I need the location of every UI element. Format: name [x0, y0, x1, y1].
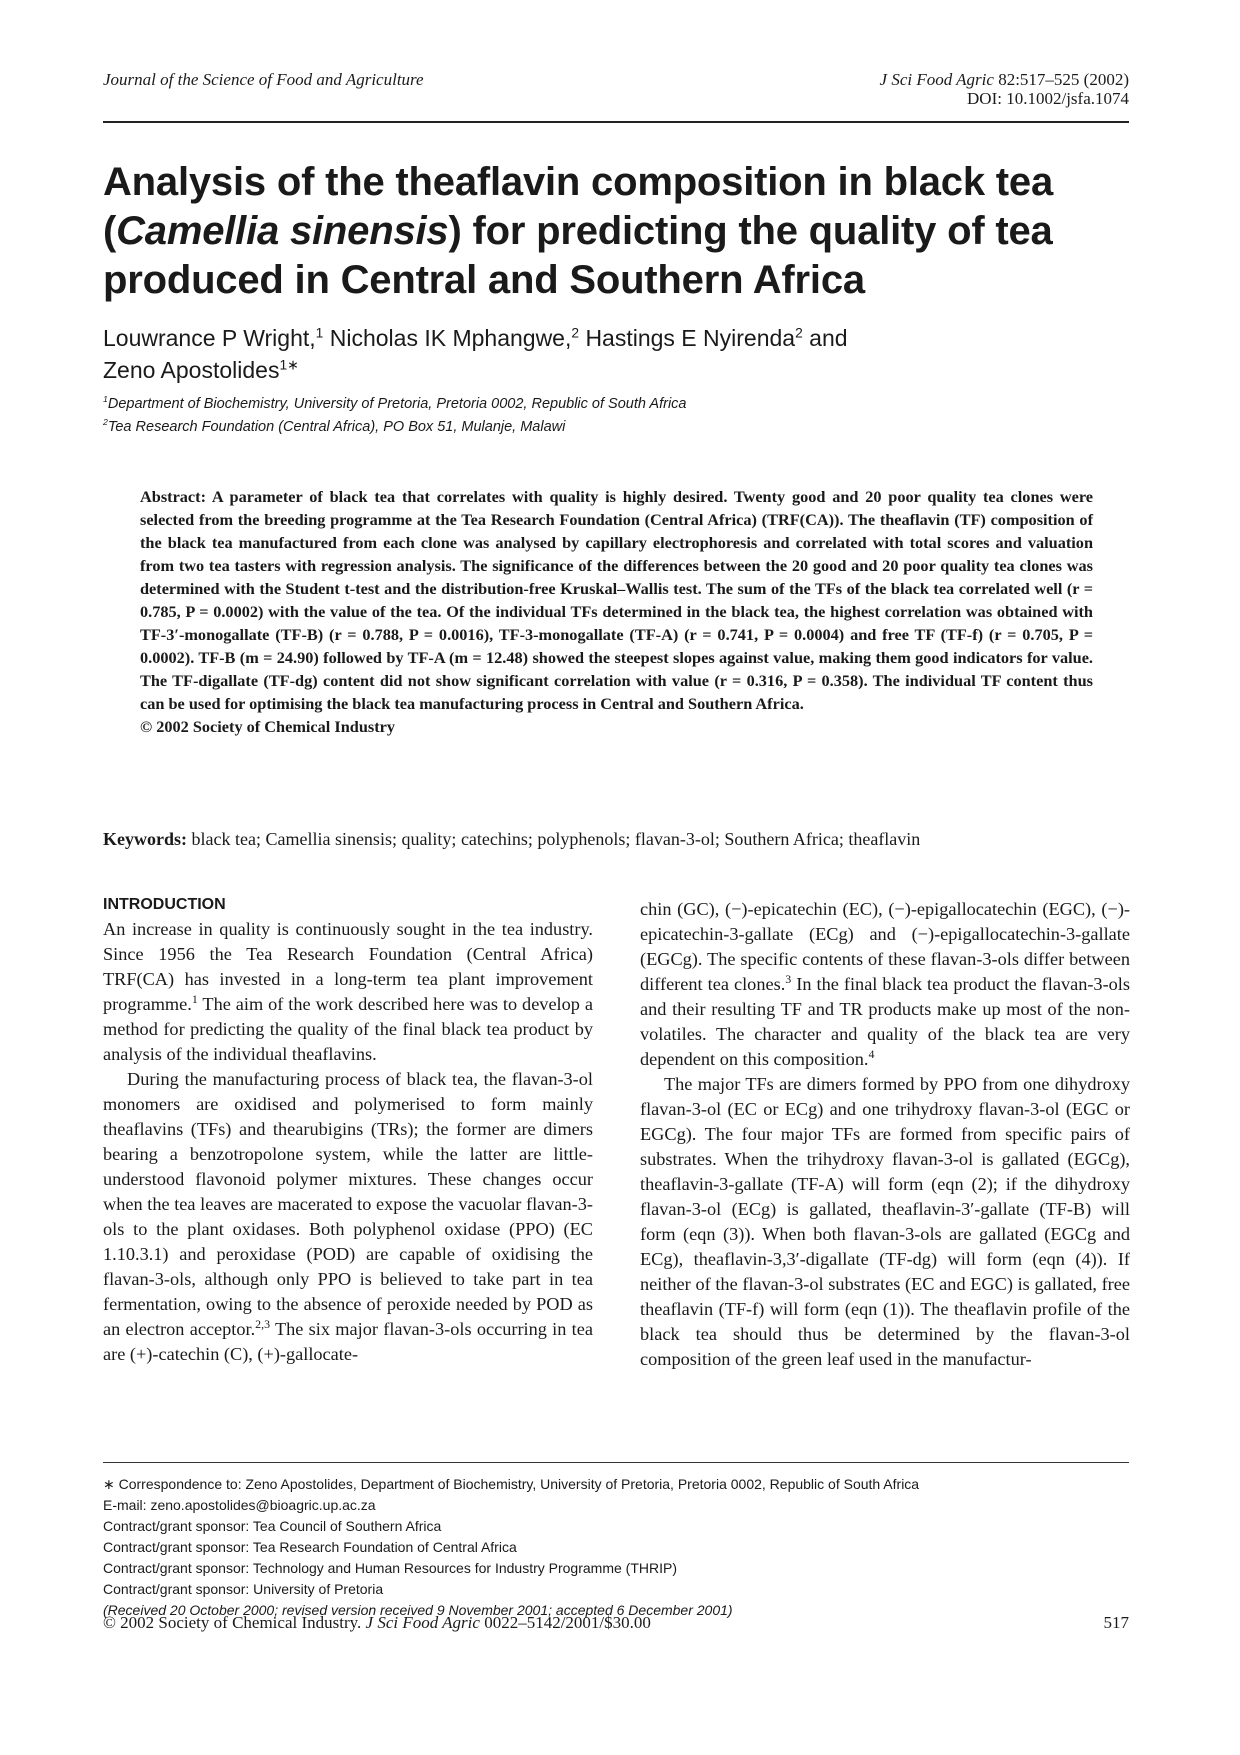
- affiliation-text: Department of Biochemistry, University of Pretoria, Pretoria 0002, Republic of South Africa: [107, 396, 687, 412]
- author: Hastings E Nyirenda: [585, 325, 796, 351]
- author-affil-mark: 1: [315, 325, 324, 341]
- keywords: [103, 829, 1143, 850]
- footer-copyright-text: © 2002 Society of Chemical Industry.: [103, 1613, 362, 1632]
- affiliation-1: [103, 396, 686, 412]
- header-rule: [103, 121, 1129, 123]
- citation-ref[interactable]: 2,3: [255, 1316, 271, 1331]
- author-affil-mark: 1∗: [279, 357, 299, 373]
- grant-sponsor: Contract/grant sponsor: Tea Research Foundation of Central Africa: [103, 1539, 517, 1555]
- footer-copyright: [103, 1613, 651, 1633]
- paragraph: [103, 917, 593, 1067]
- email-link[interactable]: E-mail: zeno.apostolides@bioagric.up.ac.za: [103, 1497, 376, 1513]
- affiliation-2: [103, 419, 565, 435]
- doi[interactable]: DOI: 10.1002/jsfa.1074: [967, 89, 1129, 108]
- correspondence-note: ∗ Correspondence to: Zeno Apostolides, Department of Biochemistry, University of Pretoria, Pretoria 0002, Republic of South Africa: [103, 1476, 920, 1492]
- grant-sponsor: Contract/grant sponsor: Tea Council of Southern Africa: [103, 1518, 442, 1534]
- journal-abbrev: J Sci Food Agric: [879, 70, 994, 89]
- volume-pages: 82:517–525 (2002): [998, 70, 1129, 89]
- paragraph-text: chin (GC), (−)-epicatechin (EC), (−)-epigallocatechin (EGC), (−)-epicatechin-3-gallate (ECg) and (−)-epigallocatechin-3-gallate (EGCg). The specific contents of these flavan-3-ols differ between different tea clones.: [640, 899, 1130, 994]
- running-header-citation: [880, 70, 1129, 108]
- abstract-copyright: © 2002 Society of Chemical Industry: [140, 717, 396, 736]
- author: Zeno Apostolides: [103, 357, 280, 383]
- paragraph: [103, 1067, 593, 1367]
- grant-sponsor: Contract/grant sponsor: University of Pretoria: [103, 1581, 384, 1597]
- author: Louwrance P Wright,: [103, 325, 316, 351]
- running-header-journal: Journal of the Science of Food and Agriculture: [103, 70, 424, 89]
- article-title: [103, 158, 1129, 305]
- section-heading-introduction: INTRODUCTION: [103, 896, 226, 913]
- affiliation-mark: 2: [103, 417, 108, 428]
- page-number: 517: [1103, 1613, 1129, 1632]
- footnotes: [103, 1474, 1129, 1621]
- body-column-left: [103, 895, 593, 1367]
- footnote-rule: [103, 1462, 1129, 1463]
- title-species: Camellia sinensis: [116, 209, 449, 253]
- paragraph-text: In the final black tea product the flavan-3-ols and their resulting TF and TR products make up most of the non-volatiles. The character and quality of the black tea are very dependent on this composition.: [640, 974, 1130, 1069]
- citation-ref[interactable]: 3: [785, 971, 792, 986]
- author-conjunction: and: [809, 325, 848, 351]
- title-part-1: Analysis of the theaflavin composition in black tea (: [103, 160, 1054, 253]
- received-dates: (Received 20 October 2000; revised version received 9 November 2001; accepted 6 December 2001): [103, 1602, 733, 1618]
- keywords-label: Keywords:: [103, 829, 187, 849]
- citation-ref[interactable]: 1: [191, 991, 198, 1006]
- author-affil-mark: 2: [795, 325, 803, 341]
- paragraph-text: The six major flavan-3-ols occurring in tea are (+)-catechin (C), (+)-gallocate-: [103, 1319, 593, 1364]
- grant-sponsor: Contract/grant sponsor: Technology and Human Resources for Industry Programme (THRIP): [103, 1560, 677, 1576]
- paragraph: [640, 897, 1130, 1072]
- keywords-text: black tea; Camellia sinensis; quality; catechins; polyphenols; flavan-3-ol; Southern Africa; theaflavin: [191, 829, 921, 849]
- affiliation-text: Tea Research Foundation (Central Africa), PO Box 51, Mulanje, Malawi: [107, 419, 566, 435]
- author-affil-mark: 2: [571, 325, 580, 341]
- author-list: [103, 322, 1129, 386]
- paragraph-text: During the manufacturing process of black tea, the flavan-3-ol monomers are oxidised and polymerised to form mainly theaflavins (TFs) and thearubigins (TRs); the former are dimers bearing a benzotropolone system, while the latter are little-understood flavonoid polymer mixtures. These changes occur when the tea leaves are macerated to expose the vacuolar flavan-3-ols to the plant oxidases. Both polyphenol oxidase (PPO) (EC 1.10.3.1) and peroxidase (POD) are capable of oxidising the flavan-3-ols, although only PPO is believed to take part in tea fermentation, owing to the absence of peroxide needed by POD as an electron acceptor.: [103, 1069, 593, 1339]
- abstract-text: Abstract: A parameter of black tea that correlates with quality is highly desired. Twenty good and 20 poor quality tea clones were selected from the breeding programme at the Tea Research Foundation (Central Africa) (TRF(CA)). The theaflavin (TF) composition of the black tea manufactured from each clone was analysed by capillary electrophoresis and correlated with total scores and valuation from two tea tasters with regression analysis. The significance of the differences between the 20 good and 20 poor quality tea clones was determined with the Student t-test and the distribution-free Kruskal–Wallis test. The sum of the TFs of the black tea correlated well (r = 0.785, P = 0.0002) with the value of the tea. Of the individual TFs determined in the black tea, the highest correlation was obtained with TF-3′-monogallate (TF-B) (r = 0.788, P = 0.0016), TF-3-monogallate (TF-A) (r = 0.741, P = 0.0004) and free TF (TF-f) (r = 0.705, P = 0.0002). TF-B (m = 24.90) followed by TF-A (m = 12.48) showed the steepest slopes against value, making them good indicators for value. The TF-digallate (TF-dg) content did not show significant correlation with value (r = 0.316, P = 0.358). The individual TF content thus can be used for optimising the black tea manufacturing process in Central and Southern Africa.: [140, 487, 1093, 713]
- footer-issn: 0022–5142/2001/$30.00: [484, 1613, 651, 1632]
- paragraph-text: An increase in quality is continuously sought in the tea industry. Since 1956 the Tea Research Foundation (Central Africa) TRF(CA) has invested in a long-term tea plant improvement programme.: [103, 919, 593, 1014]
- article-page: [103, 0, 1129, 1755]
- footer-journal-abbrev: J Sci Food Agric: [365, 1613, 480, 1632]
- affiliation-mark: 1: [103, 394, 108, 405]
- paragraph: The major TFs are dimers formed by PPO from one dihydroxy flavan-3-ol (EC or ECg) and one trihydroxy flavan-3-ol (EGC or EGCg). The four major TFs are formed from specific pairs of substrates. When the trihydroxy flavan-3-ol is gallated (EGCg), theaflavin-3-gallate (TF-A) will form (eqn (2); if the dihydroxy flavan-3-ol (ECg) is gallated, theaflavin-3′-gallate (TF-B) will form (eqn (3)). When both flavan-3-ols are gallated (EGCg and ECg), theaflavin-3,3′-digallate (TF-dg) will form (eqn (4)). If neither of the flavan-3-ol substrates (EC and EGC) is gallated, free theaflavin (TF-f) will form (eqn (1)). The theaflavin profile of the black tea should thus be determined by the flavan-3-ol composition of the green leaf used in the manufactur-: [640, 1074, 1130, 1369]
- body-column-right: [640, 897, 1130, 1372]
- author: Nicholas IK Mphangwe,: [329, 325, 572, 351]
- citation-ref[interactable]: 4: [868, 1046, 875, 1061]
- title-part-2: ) for predicting the quality of tea produced in Central and Southern Africa: [103, 209, 1053, 302]
- paragraph-text: The aim of the work described here was to develop a method for predicting the quality of the final black tea product by analysis of the individual theaflavins.: [103, 994, 593, 1064]
- abstract: [140, 485, 1093, 738]
